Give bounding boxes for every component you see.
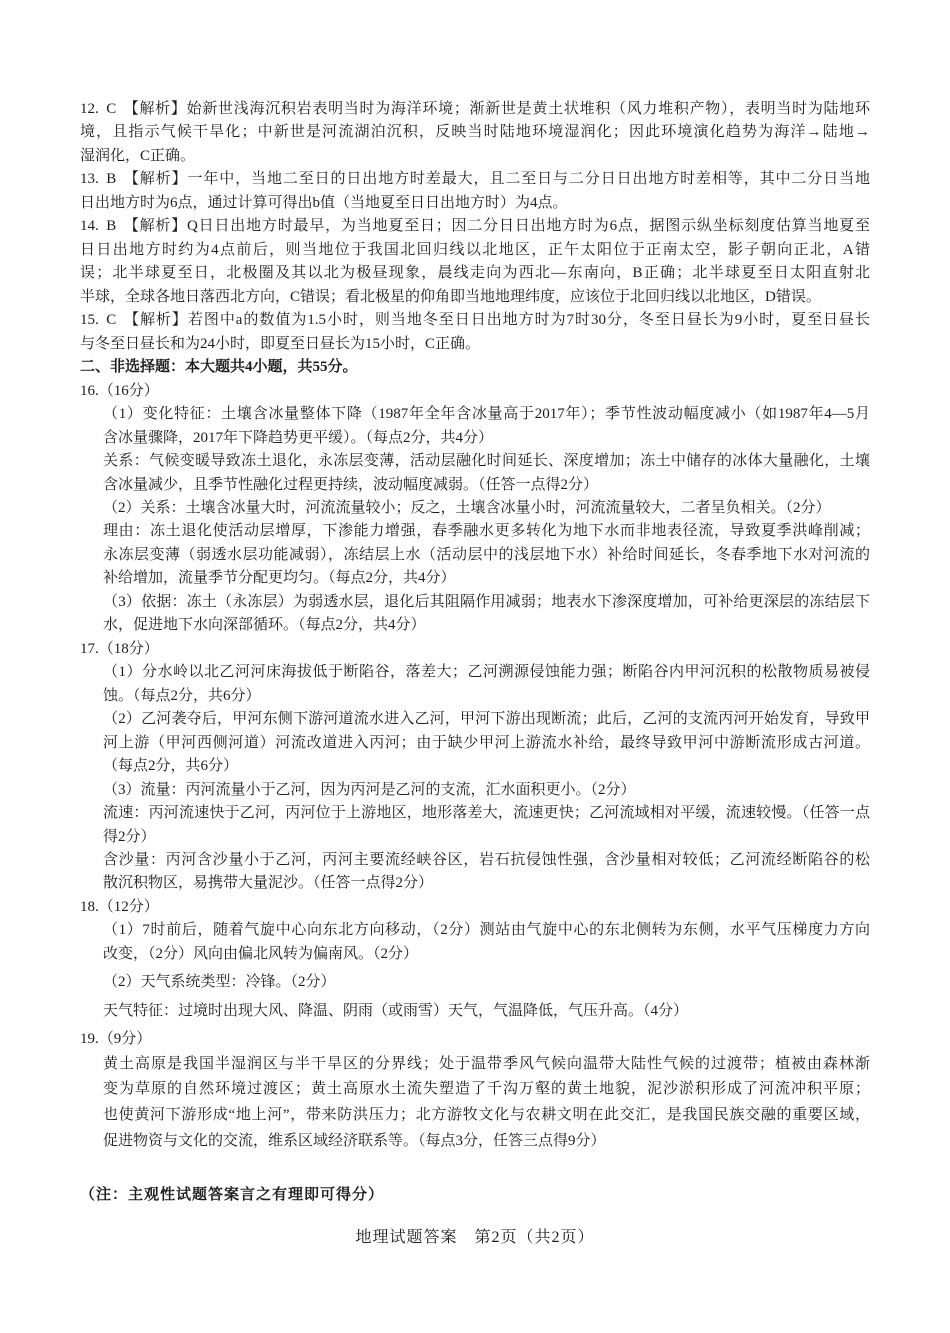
question-line <box>80 168 870 191</box>
answer-part <box>103 849 870 896</box>
answer-text-line: （2）天气系统类型：冷锋。（2分） <box>103 974 336 991</box>
answer-text-line: 含沙量：丙河含沙量小于乙河，丙河主要流经峡谷区，岩石抗侵蚀性强，含沙量相对较低；乙河流经断陷谷的松 <box>103 852 870 868</box>
analysis-tag: 【解析】 <box>123 218 188 235</box>
question-line <box>80 309 870 332</box>
analysis-tag: 【解析】 <box>123 312 188 329</box>
analysis-tag: 【解析】 <box>123 171 188 188</box>
question-18 <box>80 896 870 1023</box>
question-19 <box>80 1028 870 1154</box>
answer-text-line: 补给增加，流量季节分配更均匀。（每点2分，共4分） <box>103 570 456 587</box>
answer-text-line: 得2分） <box>103 828 156 845</box>
answer-text-line: 理由：冻土退化使活动层增厚，下渗能力增强，春季融水更多转化为地下水而非地表径流，导致夏季洪峰削减； <box>103 523 870 540</box>
question-15 <box>80 309 870 356</box>
answer-text-line: 促进物资与文化的交流，维系区域经济联系等。（每点3分，任答三点得9分） <box>103 1132 606 1149</box>
question-header: 16.（16分） <box>80 382 159 399</box>
answer-part <box>103 708 870 778</box>
answer-part <box>103 1052 870 1155</box>
question-header: 19.（9分） <box>80 1031 152 1048</box>
analysis-text: 一年中，当地二至日的日出地方时差最大，且二至日与二分日日出地方时差相等，其中二分日当地 <box>187 171 870 188</box>
answer-text-line: （3）依据：冻土（永冻层）为弱透水层，退化后其阻隔作用减弱；地表水下渗深度增加，可补给更深层的冻结层下 <box>103 593 870 610</box>
answer-choice: B <box>106 171 117 188</box>
analysis-text-line: 日出地方时为6点，通过计算可得出b值（当地夏至日日出地方时）为4点。 <box>80 194 568 211</box>
answer-text-line: （3）流量：丙河流量小于乙河，因为丙河是乙河的支流，汇水面积更小。（2分） <box>103 781 636 798</box>
answer-text-line: 河上游（甲河西侧河道）河流改道进入丙河；由于缺少甲河上游流水补给，最终导致甲河中游断流形成古河道。 <box>103 734 870 751</box>
analysis-text: 若图中a的数值为1.5小时，则当地冬至日日出地方时为7时30分，冬至日昼长为9小时，夏至日昼长 <box>187 312 870 329</box>
analysis-text-line: 日日出地方时约为4点前后，则当地位于我国北回归线以北地区，正午太阳位于正南太空，影子朝向正北，A错 <box>80 241 870 258</box>
answer-choice: B <box>106 218 117 235</box>
answer-text-line: 永冻层变薄（弱透水层功能减弱），冻结层上水（活动层中的浅层地下水）补给时间延长，冬春季地下水对河流的 <box>103 546 870 563</box>
answer-part <box>103 403 870 450</box>
analysis-text-line: 境，且指示气候干旱化；中新世是河流湖泊沉积，反映当时陆地环境湿润化；因此环境演化趋势为海洋→陆地→ <box>80 124 870 141</box>
answer-text-line: 含冰量骤降，2017年下降趋势更平缓）。（每点2分，共4分） <box>103 429 494 446</box>
answer-part <box>103 779 870 802</box>
answer-text-line: （1）分水岭以北乙河河床海拔低于断陷谷，落差大；乙河溯源侵蚀能力强；断陷谷内甲河沉积的松散物质易被侵 <box>103 664 870 681</box>
page-footer: 地理试题答案 第2页（共2页） <box>355 1229 595 1246</box>
answer-text-line: （1）7时前后，随着气旋中心向东北方向移动，（2分）测站由气旋中心的东北侧转为东侧，水平气压梯度力方向 <box>103 922 870 939</box>
answer-part <box>103 971 870 994</box>
analysis-text-line: 误；北半球夏至日，北极圈及其以北为极昼现象，晨线走向为西北—东南向，B正确；北半球夏至日太阳直射北 <box>80 265 870 282</box>
answer-text-line: 散沉积物区，易携带大量泥沙。（任答一点得2分） <box>103 875 434 892</box>
answer-text-line: 流速：丙河流速快于乙河，丙河位于上游地区，地形落差大，流速更快；乙河流域相对平缓，流速较慢。（任答一点 <box>103 805 870 822</box>
question-line <box>80 215 870 238</box>
answer-text-line: 黄土高原是我国半湿润区与半干旱区的分界线；处于温带季风气候向温带大陆性气候的过渡带；植被由森林渐 <box>103 1055 870 1072</box>
answer-part <box>103 497 870 520</box>
question-17 <box>80 638 870 896</box>
question-number: 15. <box>80 312 99 329</box>
question-number: 14. <box>80 218 99 235</box>
answer-text-line: 水，促进地下水向深部循环。（每点2分，共4分） <box>103 617 426 634</box>
answer-text-line: 蚀。（每点2分，共6分） <box>103 687 261 704</box>
answer-text-line: 天气特征：过境时出现大风、降温、阴雨（或雨雪）天气，气温降低，气压升高。（4分） <box>103 1002 689 1019</box>
answer-text-line: 改变，（2分）风向由偏北风转为偏南风。（2分） <box>103 945 419 962</box>
answer-content <box>80 98 870 1206</box>
answer-part <box>103 520 870 590</box>
question-number: 13. <box>80 171 99 188</box>
answer-part <box>103 802 870 849</box>
question-12 <box>80 98 870 168</box>
answer-choice: C <box>106 312 117 329</box>
question-13 <box>80 168 870 215</box>
analysis-text-line: 与冬至日昼长和为24小时，即夏至日昼长为15小时，C正确。 <box>80 335 481 352</box>
question-header: 17.（18分） <box>80 640 159 657</box>
analysis-tag: 【解析】 <box>123 101 187 117</box>
answer-text-line: （2）关系：土壤含冰量大时，河流流量较小；反之，土壤含冰量小时，河流流量较大，二者呈负相关。（2分） <box>103 499 831 516</box>
analysis-text-line: 湿润化，C正确。 <box>80 147 196 164</box>
answer-text-line: （1）变化特征：土壤含冰量整体下降（1987年全年含冰量高于2017年）；季节性波动幅度减小（如1987年4—5月 <box>103 406 870 423</box>
question-line <box>80 98 870 121</box>
answer-part <box>103 661 870 708</box>
question-16 <box>80 380 870 638</box>
analysis-text: Q日日出地方时最早，为当地夏至日；因二分日日出地方时为6点，据图示纵坐标刻度估算当地夏至 <box>187 218 870 235</box>
answer-text-line: 也使黄河下游形成“地上河”，带来防洪压力；北方游牧文化与农耕文明在此交汇，是我国民族交融的重要区域， <box>103 1107 870 1124</box>
answer-part <box>103 591 870 638</box>
answer-choice: C <box>106 101 117 117</box>
answer-text-line: 含冰量减少，且季节性融化过程更持续，波动幅度减弱。（任答一点得2分） <box>103 476 599 493</box>
question-header: 18.（12分） <box>80 898 159 915</box>
answer-text-line: （2）乙河袭夺后，甲河东侧下游河道流水进入乙河，甲河下游出现断流；此后，乙河的支流丙河开始发育，导致甲 <box>103 711 870 728</box>
answer-part <box>103 450 870 497</box>
grading-note: （注：主观性试题答案言之有理即可得分） <box>80 1184 385 1203</box>
answer-part <box>103 919 870 966</box>
question-number: 12. <box>80 101 99 117</box>
section-title: 二、非选择题：本大题共4小题，共55分。 <box>80 359 358 376</box>
question-14 <box>80 215 870 309</box>
answer-part <box>103 1000 870 1023</box>
answer-text-line: （每点2分，共6分） <box>103 758 239 775</box>
analysis-text-line: 半球，全球各地日落西北方向，C错误；看北极星的仰角即当地地理纬度，应该位于北回归线以北地区，D错误。 <box>80 288 821 305</box>
answer-text-line: 变为草原的自然环境过渡区；黄土高原水土流失塑造了千沟万壑的黄土地貌，泥沙淤积形成了河流冲积平原； <box>103 1081 870 1098</box>
answer-text-line: 关系：气候变暖导致冻土退化，永冻层变薄，活动层融化时间延长、深度增加；冻土中储存的冰体大量融化，土壤 <box>103 453 870 470</box>
analysis-text: 始新世浅海沉积岩表明当时为海洋环境；渐新世是黄土状堆积（风力堆积产物），表明当时为陆地环 <box>186 101 870 117</box>
